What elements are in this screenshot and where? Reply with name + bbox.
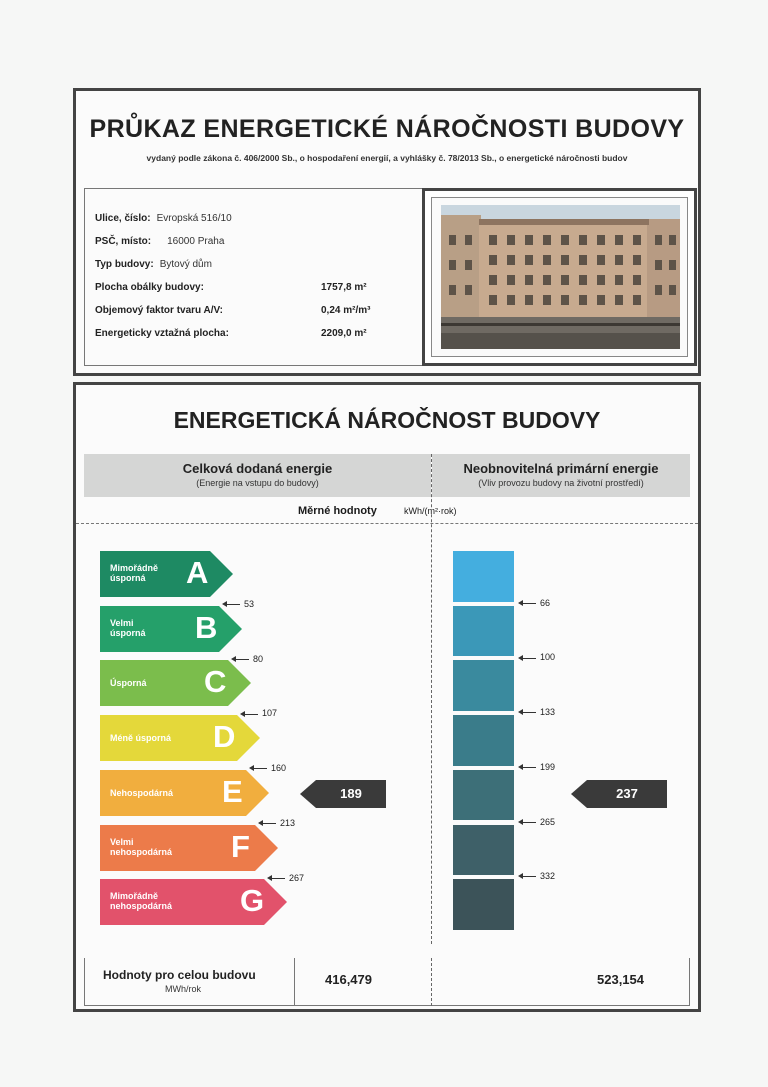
energy-class-a: [100, 551, 234, 597]
energy-class-label: Méně úsporná: [110, 733, 172, 744]
energy-performance-box: [73, 382, 701, 1012]
primary-threshold-label: 332: [522, 871, 555, 881]
energy-class-label: Velmi nehospodárná: [110, 836, 173, 857]
type-label: Typ budovy:: [95, 259, 154, 270]
energy-class-label: Nehospodárná: [110, 787, 174, 798]
street-label: Ulice, číslo:: [95, 213, 151, 224]
specific-values-unit: kWh/(m²·rok): [404, 506, 457, 516]
primary-energy-subtitle: (Vliv provozu budovy na životní prostředí): [478, 478, 644, 488]
primary-energy-segment: [453, 660, 514, 711]
class-threshold-label: 80: [235, 654, 263, 664]
envelope-label: Plocha obálky budovy:: [95, 282, 204, 293]
totals-row: [84, 958, 690, 1006]
energy-class-label: Mimořádně nehospodárná: [110, 891, 173, 912]
class-threshold-label: 267: [271, 873, 304, 883]
class-threshold-label: 213: [262, 818, 295, 828]
class-threshold-label: 107: [244, 708, 277, 718]
building-photo-frame: [422, 188, 697, 366]
primary-energy-segment: [453, 606, 514, 657]
shape-value: 0,24 m²/m³: [321, 305, 371, 316]
building-photo: [441, 205, 680, 349]
totals-label: Hodnoty pro celou budovu: [103, 968, 256, 982]
area-label: Energeticky vztažná plocha:: [95, 328, 229, 339]
primary-energy-title: Neobnovitelná primární energie: [463, 461, 659, 476]
energy-class-letter: G: [240, 883, 265, 919]
primary-energy-segment: [453, 825, 514, 876]
type-row: [95, 259, 212, 270]
delivered-energy-title: Celková dodaná energie: [182, 461, 333, 476]
certificate-subtitle: vydaný podle zákona č. 406/2000 Sb., o hospodaření energií, a vyhlášky č. 78/2013 Sb., o energetické náročnosti budov: [146, 153, 628, 163]
street-row: [95, 213, 232, 224]
energy-class-letter: C: [204, 664, 227, 700]
energy-class-letter: B: [195, 609, 218, 645]
primary-threshold-label: 66: [522, 598, 550, 608]
primary-energy-header: [432, 454, 690, 497]
energy-class-letter: E: [222, 773, 243, 809]
total-primary-energy: 523,154: [597, 972, 644, 987]
energy-class-letter: F: [231, 828, 250, 864]
zip-row: [95, 236, 224, 247]
class-threshold-label: 53: [226, 599, 254, 609]
primary-energy-segment: [453, 770, 514, 821]
total-delivered-energy: 416,479: [325, 972, 372, 987]
primary-energy-segment: [453, 879, 514, 930]
energy-class-letter: A: [186, 555, 209, 590]
energy-class-c: [100, 660, 252, 706]
energy-class-label: Velmi úsporná: [110, 617, 146, 638]
energy-class-d: [100, 715, 261, 761]
certificate-title: PRŮKAZ ENERGETICKÉ NÁROČNOSTI BUDOVY: [89, 115, 685, 143]
primary-threshold-label: 100: [522, 652, 555, 662]
energy-class-label: Mimořádně úsporná: [110, 563, 159, 583]
primary-energy-segment: [453, 715, 514, 766]
zip-label: PSČ, místo:: [95, 236, 152, 247]
primary-threshold-label: 265: [522, 817, 555, 827]
zip-value: 16000 Praha: [167, 236, 225, 247]
specific-values-row: [76, 501, 698, 523]
street-value: Evropská 516/10: [156, 213, 232, 224]
class-threshold-label: 160: [253, 763, 286, 773]
certificate-header-box: [73, 88, 701, 376]
area-value: 2209,0 m²: [321, 328, 367, 339]
primary-energy-segment: [453, 551, 514, 602]
delivered-energy-indicator: 189: [316, 780, 386, 808]
energy-class-g: [100, 879, 288, 925]
building-info: [84, 188, 424, 366]
envelope-value: 1757,8 m²: [321, 282, 367, 293]
delivered-energy-header: [84, 454, 431, 497]
energy-class-f: [100, 825, 279, 871]
primary-threshold-label: 133: [522, 707, 555, 717]
shape-label: Objemový faktor tvaru A/V:: [95, 305, 223, 316]
energy-class-b: [100, 606, 243, 652]
delivered-energy-subtitle: (Energie na vstupu do budovy): [196, 478, 319, 488]
energy-class-e: [100, 770, 270, 816]
primary-energy-indicator: 237: [587, 780, 667, 808]
primary-threshold-label: 199: [522, 762, 555, 772]
energy-class-letter: D: [213, 719, 236, 755]
energy-class-label: Úsporná: [110, 678, 147, 689]
specific-values-label: Měrné hodnoty: [298, 505, 377, 517]
energy-title: ENERGETICKÁ NÁROČNOST BUDOVY: [173, 407, 601, 433]
totals-unit: MWh/rok: [165, 984, 201, 994]
type-value: Bytový dům: [159, 259, 212, 270]
